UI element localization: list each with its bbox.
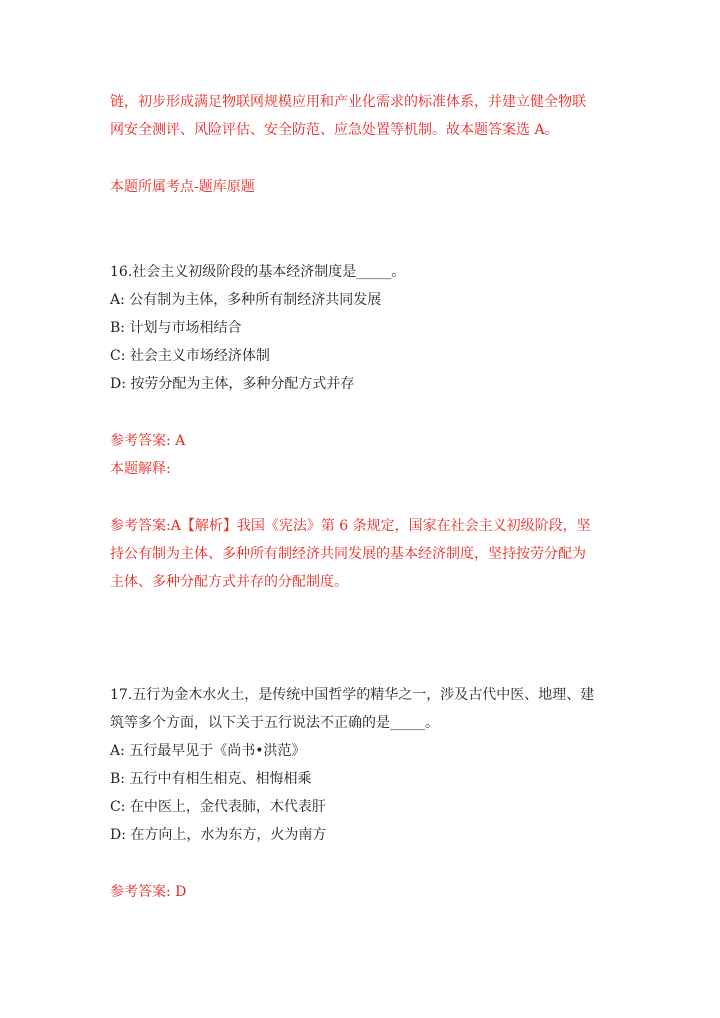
prev-explanation-line-1: 链，初步形成满足物联网规模应用和产业化需求的标准体系，并建立健全物联	[110, 94, 586, 110]
q16-explanation-line-1: 参考答案:A【解析】我国《宪法》第 6 条规定，国家在社会主义初级阶段，坚	[110, 518, 591, 534]
q16-explain-label: 本题解释:	[110, 461, 171, 477]
q16-explanation-line-3: 主体、多种分配方式并存的分配制度。	[110, 574, 348, 590]
q16-answer: 参考答案: A	[110, 433, 186, 449]
prev-question-source: 本题所属考点-题库原题	[110, 179, 255, 195]
q17-stem-line-2: 筑等多个方面，以下关于五行说法不正确的是_____。	[110, 715, 439, 731]
q16-explanation-line-2: 持公有制为主体、多种所有制经济共同发展的基本经济制度，坚持按劳分配为	[110, 546, 586, 562]
q17-option-d: D: 在方向上，水为东方，火为南方	[110, 827, 327, 843]
q16-option-c: C: 社会主义市场经济体制	[110, 348, 270, 364]
q16-option-d: D: 按劳分配为主体，多种分配方式并存	[110, 376, 355, 392]
q16-option-a: A: 公有制为主体，多种所有制经济共同发展	[110, 292, 382, 308]
prev-explanation-line-2: 网安全测评、风险评估、安全防范、应急处置等机制。故本题答案选 A。	[110, 122, 559, 138]
q16-option-b: B: 计划与市场相结合	[110, 320, 242, 336]
q17-option-b: B: 五行中有相生相克、相悔相乘	[110, 771, 312, 787]
q17-option-c: C: 在中医上，金代表肺，木代表肝	[110, 799, 326, 815]
q16-stem: 16.社会主义初级阶段的基本经济制度是_____。	[110, 264, 406, 280]
q17-option-a: A: 五行最早见于《尚书•洪范》	[110, 743, 306, 759]
q17-answer: 参考答案: D	[110, 884, 187, 900]
q17-stem-line-1: 17.五行为金木水火土，是传统中国哲学的精华之一，涉及古代中医、地理、建	[110, 687, 595, 703]
